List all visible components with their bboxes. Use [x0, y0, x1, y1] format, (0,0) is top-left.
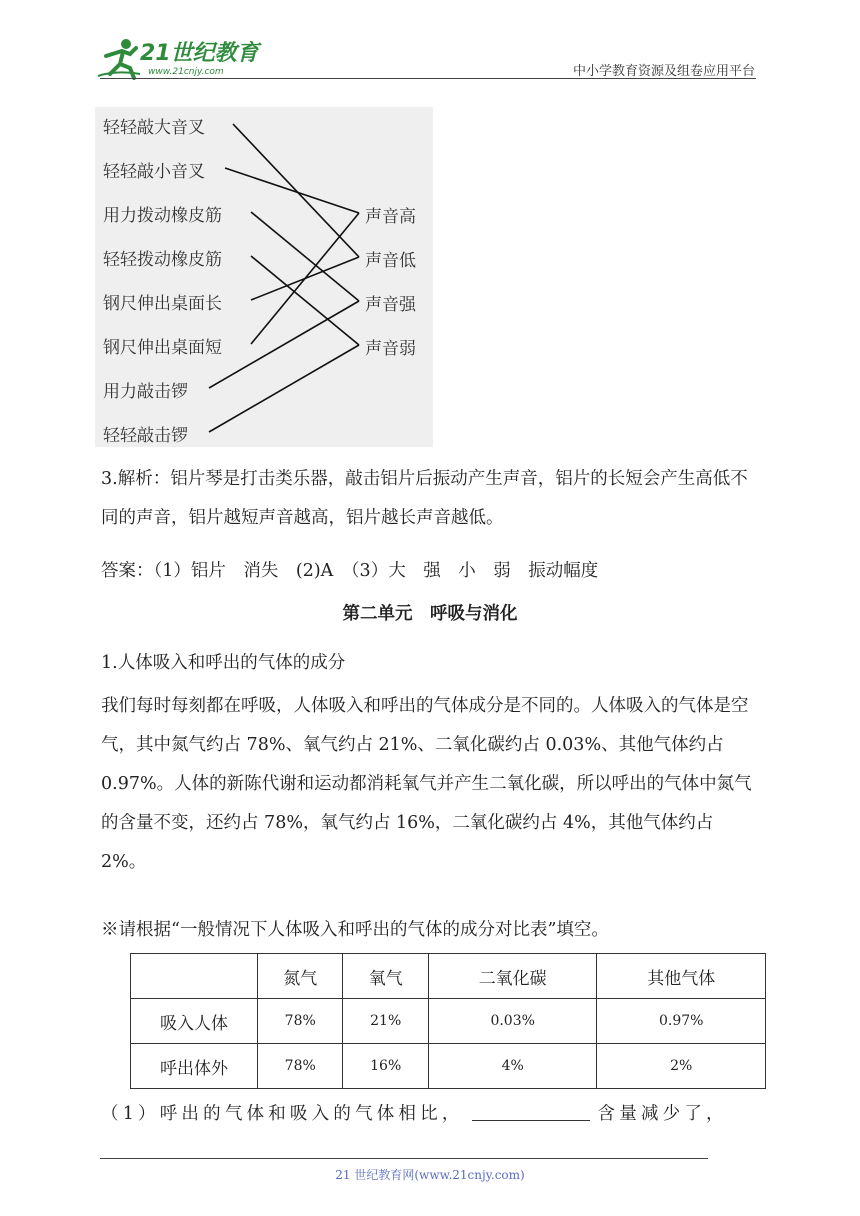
- table-cell: 78%: [258, 999, 343, 1044]
- table-intro: ※请根据“一般情况下人体吸入和呼出的气体的成分对比表”填空。: [101, 920, 609, 940]
- table-row: [131, 1044, 766, 1089]
- match-line: [251, 212, 359, 301]
- analysis-text: 3.解析：铝片琴是打击类乐器，敲击铝片后振动产生声音，铝片的长短会产生高低不同的声音，铝片越短声音越高，铝片越长声音越低。: [101, 469, 748, 528]
- table-cell: 78%: [258, 1044, 343, 1089]
- answer-text: 答案：（1）铝片 消失 (2)A （3）大 强 小 弱 振动幅度: [101, 561, 599, 581]
- match-left-item: 轻轻敲小音叉: [103, 162, 205, 182]
- question-1-before: （1）呼出的气体和吸入的气体相比，: [101, 1104, 464, 1124]
- match-left-item: 轻轻拨动橡皮筋: [103, 250, 222, 270]
- table-cell: 16%: [343, 1044, 428, 1089]
- footer-link[interactable]: 21 世纪教育网(www.21cnjy.com): [335, 1168, 525, 1182]
- logo-text: 21世纪教育: [140, 41, 259, 66]
- table-cell: 0.97%: [597, 999, 766, 1044]
- table-header-row: [131, 954, 766, 999]
- match-right-item: 声音弱: [365, 339, 416, 359]
- match-right-item: 声音低: [365, 251, 416, 271]
- match-left-item: 用力拨动橡皮筋: [103, 206, 222, 226]
- match-right-item: 声音高: [365, 207, 416, 227]
- runner-icon: [98, 39, 140, 78]
- table-header-cell: 氮气: [258, 954, 343, 999]
- table-header-cell: 氧气: [343, 954, 428, 999]
- site-logo: [96, 34, 266, 82]
- question-1: [101, 1100, 728, 1125]
- table-header-cell: 二氧化碳: [428, 954, 597, 999]
- match-right-item: 声音强: [365, 295, 416, 315]
- match-line: [251, 213, 359, 344]
- match-left-item: 轻轻敲击锣: [103, 426, 188, 446]
- header-divider: [100, 78, 756, 79]
- table-row: [131, 999, 766, 1044]
- match-left-item: 钢尺伸出桌面长: [103, 294, 222, 314]
- unit-title: 第二单元 呼吸与消化: [342, 604, 518, 624]
- matching-diagram: [95, 107, 433, 447]
- table-cell: 呼出体外: [131, 1044, 258, 1089]
- match-line: [209, 345, 359, 432]
- match-line: [225, 168, 359, 213]
- footer-divider: [100, 1158, 708, 1159]
- table-header-cell: [131, 954, 258, 999]
- section-body: 我们每时每刻都在呼吸，人体吸入和呼出的气体成分是不同的。人体吸入的气体是空气，其中氮气约占 78%、氧气约占 21%、二氧化碳约占 0.03%、其他气体约占 0.97%。人体的新陈代谢和运动都消耗氧气并产生二氧化碳，所以呼出的气体中氮气的含量不变，还约占 78%，氧气约占 16%，二氧化碳约占 4%，其他气体约占 2%。: [101, 696, 752, 872]
- match-left-item: 轻轻敲大音叉: [103, 118, 205, 138]
- question-1-after: 含量减少了，: [597, 1104, 728, 1124]
- answer-blank[interactable]: [472, 1102, 590, 1121]
- table-header-cell: 其他气体: [597, 954, 766, 999]
- table-cell: 21%: [343, 999, 428, 1044]
- match-line: [209, 301, 359, 388]
- match-left-item: 钢尺伸出桌面短: [103, 338, 222, 358]
- gas-composition-table: [130, 953, 766, 1089]
- section-title: 1.人体吸入和呼出的气体的成分: [101, 653, 346, 673]
- table-cell: 4%: [428, 1044, 597, 1089]
- platform-name: 中小学教育资源及组卷应用平台: [572, 64, 755, 79]
- table-cell: 吸入人体: [131, 999, 258, 1044]
- logo-url: www.21cnjy.com: [148, 67, 224, 77]
- match-left-item: 用力敲击锣: [103, 382, 188, 402]
- table-cell: 0.03%: [428, 999, 597, 1044]
- table-cell: 2%: [597, 1044, 766, 1089]
